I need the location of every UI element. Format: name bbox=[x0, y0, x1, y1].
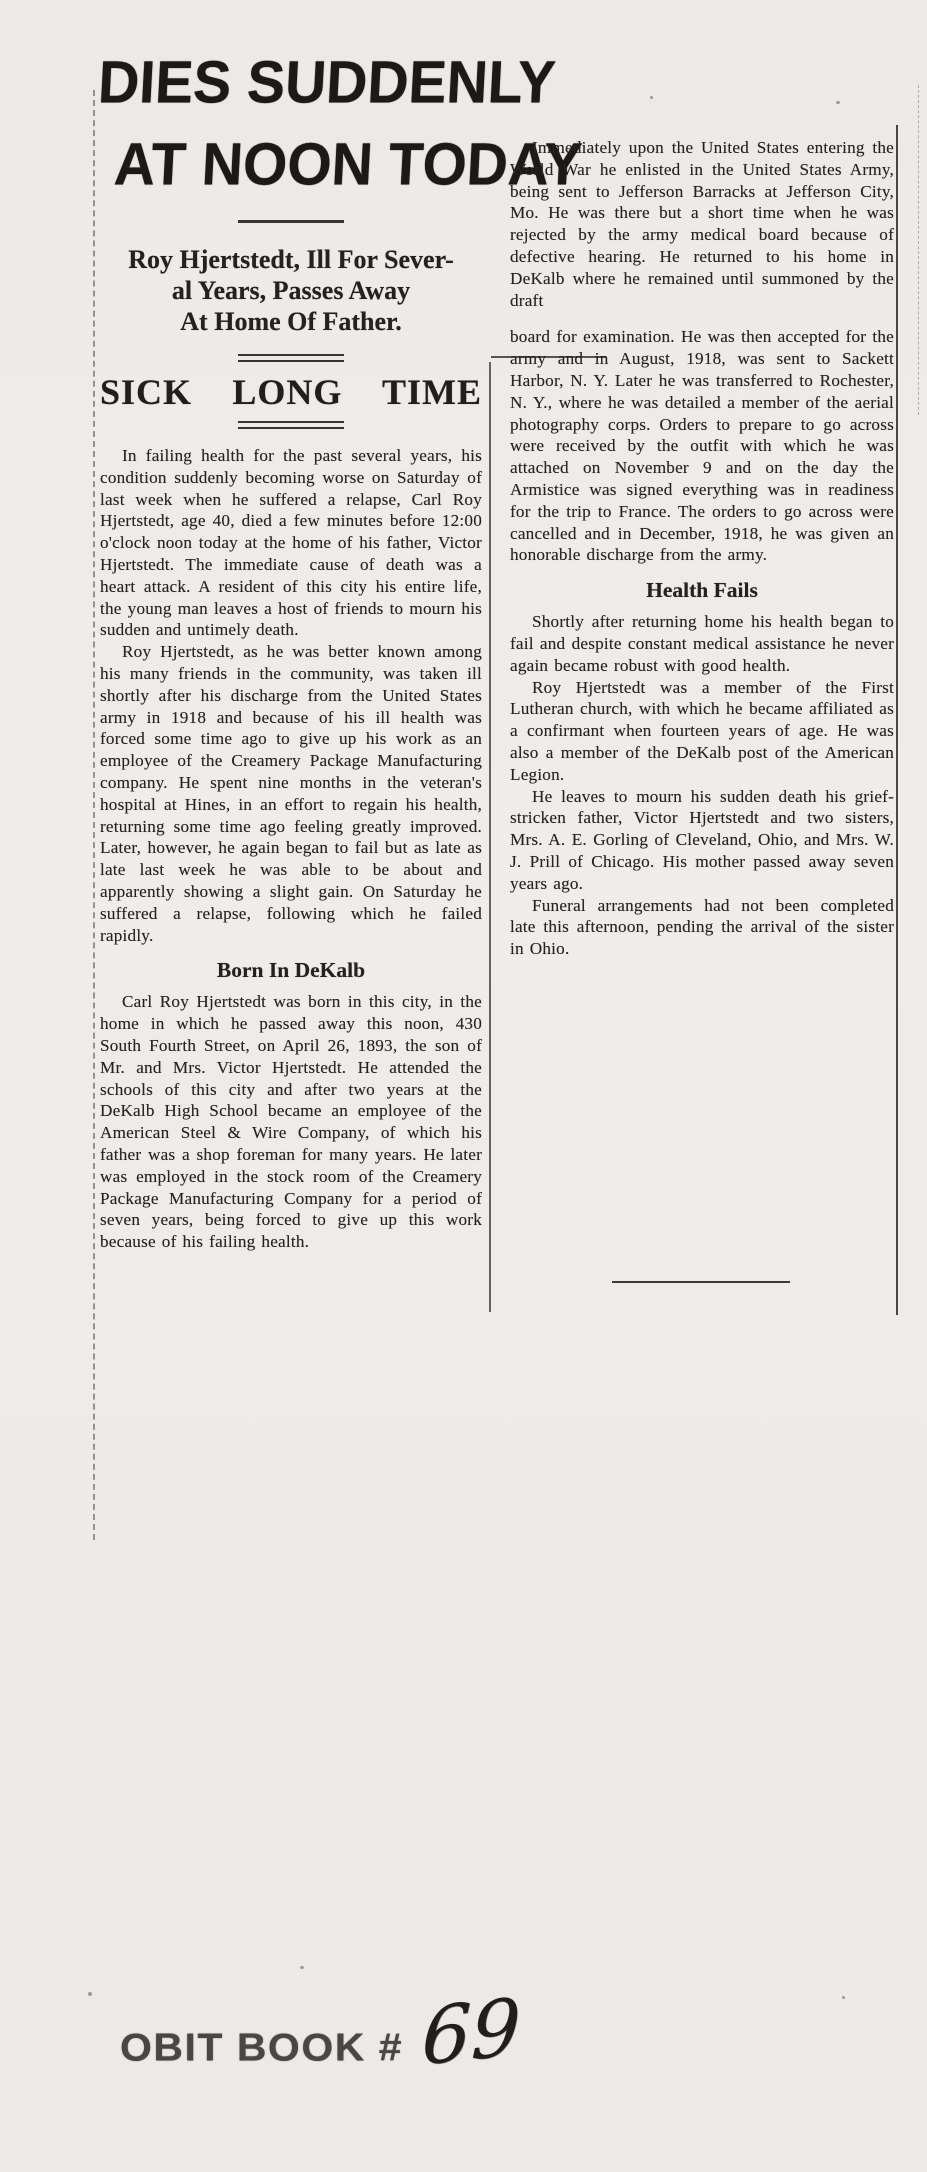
article-paragraph: Roy Hjertstedt was a member of the First Lutheran church, with which he became affiliated as a confirmant when fourteen years of age. He was also a member of the DeKalb post of the American Legion. bbox=[510, 677, 894, 784]
article-paragraph: Roy Hjertstedt, as he was better known among his many friends in the community, was taken ill shortly after his discharge from the United States army in 1918 and because of his ill health was forced some time ago to give up his work as an employee of the Creamery Package Manufacturing company. He spent nine months in the veteran's hospital at Hines, in an effort to regain his health, returning some time ago feeling greatly improved. Later, however, he again began to fail but as late as late last week he was able to be about and apparently showing a slight gain. On Saturday he suffered a relapse, following which he failed rapidly. bbox=[100, 642, 482, 945]
headline-line-1: DIES SUDDENLY bbox=[96, 48, 558, 117]
subheadline-line: At Home Of Father. bbox=[180, 307, 402, 336]
subsection-heading-born-in-dekalb: Born In DeKalb bbox=[216, 958, 366, 983]
left-column bbox=[96, 48, 584, 1253]
article-paragraph: In failing health for the past several years, his condition suddenly becoming worse on Saturday of last week when he suffered a relapse, Carl Roy Hjertstedt, age 40, died a few minutes before 12:00 o'clock noon today at the home of his father, Victor Hjertstedt. The immediate cause of death was a heart attack. A resident of this city his entire life, the young man leaves a host of friends to mourn his sudden and untimely death. bbox=[100, 446, 482, 640]
ink-speck bbox=[88, 1992, 92, 1996]
obit-book-stamp-label: OBIT BOOK # bbox=[120, 2024, 404, 2069]
column-divider-rule bbox=[489, 362, 491, 1312]
clipping-right-edge-line bbox=[896, 125, 898, 1315]
article-paragraph: Funeral arrangements had not been completed late this afternoon, pending the arrival of the sister in Ohio. bbox=[510, 895, 894, 959]
article-paragraph: Shortly after returning home his health began to fail and despite constant medical assistance he never again became robust with good health. bbox=[510, 612, 894, 675]
article-paragraph: Carl Roy Hjertstedt was born in this city, in the home in which he passed away this noon, 430 South Fourth Street, on April 26, 1893, the son of Mr. and Mrs. Victor Hjertstedt. He attended the schools of this city and after two years at the DeKalb High School became an employee of the American Steel & Wire Company, of which his father was a shop foreman for many years. He later was employed in the stock room of the Creamery Package Manufacturing Company for a period of seven years, being forced to give up this work because of his failing health. bbox=[100, 992, 482, 1252]
ink-speck bbox=[300, 1966, 304, 1969]
subheadline bbox=[100, 244, 482, 337]
obit-book-stamp bbox=[120, 1982, 523, 2086]
headline-line-2: AT NOON TODAY bbox=[112, 130, 584, 199]
section-heading: SICK LONG TIME bbox=[100, 372, 482, 412]
headline-divider-rule bbox=[238, 220, 344, 223]
right-column bbox=[510, 137, 894, 960]
article-end-rule bbox=[612, 1281, 790, 1283]
clipping-right-faint-edge-line bbox=[918, 85, 919, 415]
ink-speck bbox=[836, 101, 840, 104]
subheadline-line: al Years, Passes Away bbox=[171, 276, 411, 305]
subheadline-line: Roy Hjertstedt, Ill For Sever- bbox=[128, 245, 454, 274]
article-paragraph: Immediately upon the United States entering the World War he enlisted in the United States Army, being sent to Jefferson Barracks at Jefferson City, Mo. He was there but a short time when he was rejected by the army medical board because of defective hearing. He returned to his home in DeKalb where he remained until summoned by the draft bbox=[510, 138, 894, 310]
article-paragraph: board for examination. He was then accepted for the army and in August, 1918, was sent to Sackett Harbor, N. Y. Later he was transferred to Rochester, N. Y., where he was detailed a member of the aerial photography corps. Orders to prepare to go across were received by the outfit with which he was attached on November 9 and on the day the Armistice was signed everything was in readiness for the trip to France. The orders to go across were cancelled and in December, 1918, he was given an honorable discharge from the army. bbox=[510, 327, 894, 565]
ink-speck bbox=[842, 1996, 845, 1999]
section-divider-rule-bottom bbox=[238, 421, 344, 429]
article-paragraph: He leaves to mourn his sudden death his grief-stricken father, Victor Hjertstedt and two sisters, Mrs. A. E. Gorling of Cleveland, Ohio, and Mrs. W. J. Prill of Chicago. His mother passed away seven years ago. bbox=[510, 786, 894, 893]
section-divider-rule-top bbox=[238, 354, 344, 362]
ink-speck bbox=[650, 96, 653, 99]
clipping-left-edge-line bbox=[93, 90, 95, 1540]
subsection-heading-health-fails: Health Fails bbox=[646, 578, 758, 603]
obit-book-number-handwritten: 69 bbox=[420, 1982, 523, 2084]
